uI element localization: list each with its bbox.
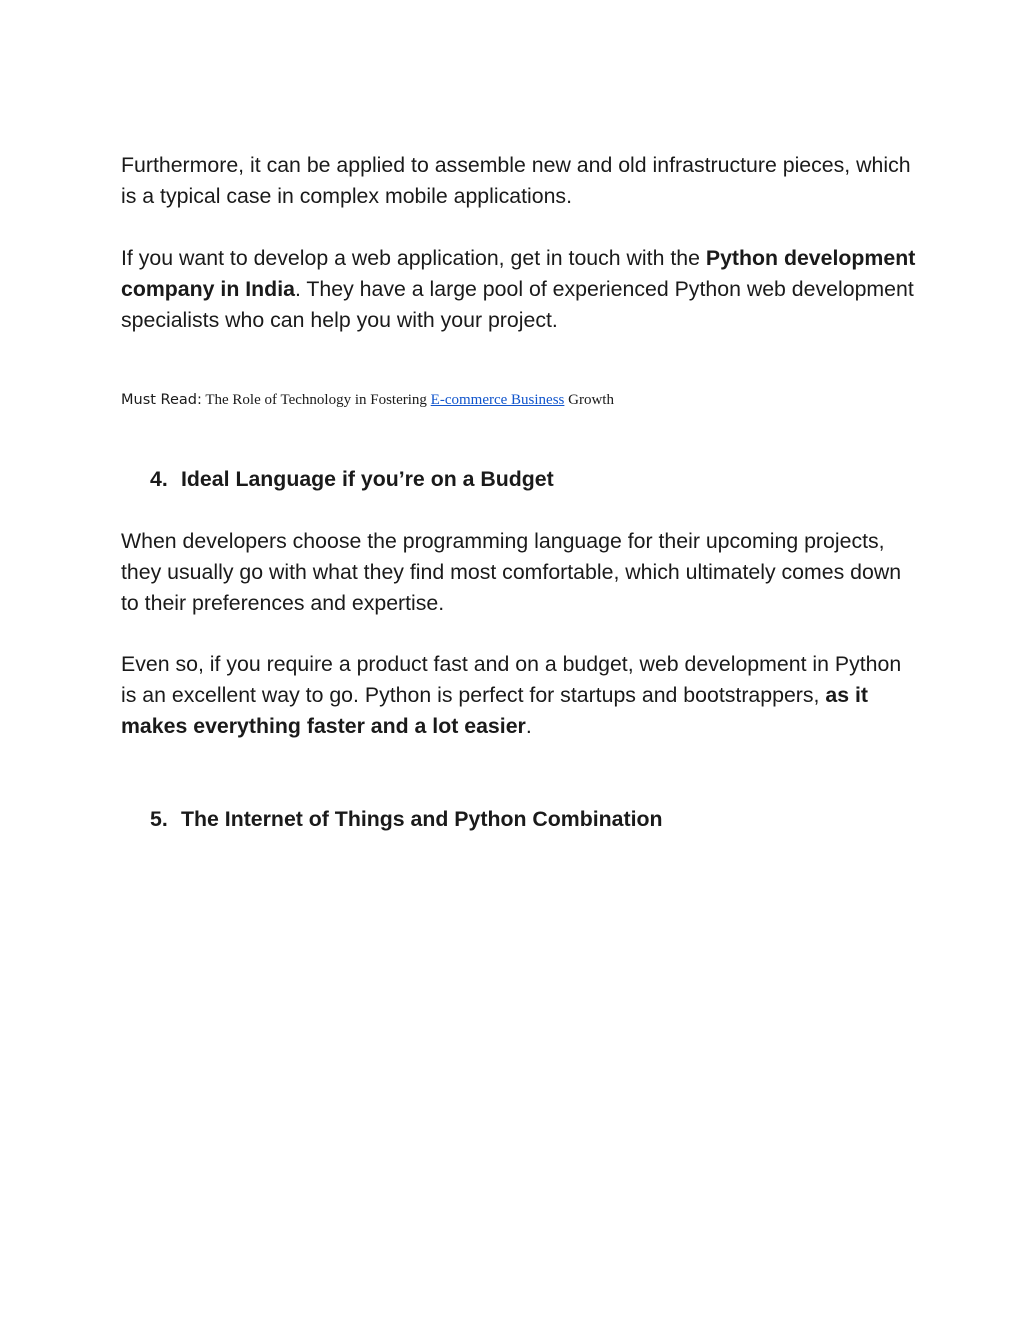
paragraph-developers-choice <box>121 526 921 619</box>
ecommerce-business-link[interactable]: E-commerce Business <box>430 392 565 408</box>
paragraph-text: When developers choose the programming language for their upcoming projects, they usually go with what they find most comfortable, which ultimately comes down to their preferences and expertise. <box>121 529 902 615</box>
paragraph-text: If you want to develop a web application, get in touch with the <box>121 246 706 270</box>
paragraph-infrastructure <box>121 150 921 212</box>
paragraph-text: Furthermore, it can be applied to assemble new and old infrastructure pieces, which is a typical case in complex mobile applications. <box>121 153 911 208</box>
must-read-text: The Role of Technology in Fostering <box>201 392 431 408</box>
heading-title: The Internet of Things and Python Combination <box>181 807 663 831</box>
paragraph-python-company <box>121 243 921 336</box>
bold-phrase: Python development company in India <box>121 246 916 301</box>
paragraph-text: . <box>525 714 532 738</box>
section-heading-4 <box>150 464 554 495</box>
heading-number: 5. <box>150 807 168 831</box>
paragraph-budget <box>121 649 921 742</box>
must-read-text: Growth <box>564 392 614 408</box>
heading-title: Ideal Language if you’re on a Budget <box>181 467 554 491</box>
bold-phrase: as it makes everything faster and a lot easier <box>121 683 868 738</box>
section-heading-5 <box>150 804 663 835</box>
must-read-line <box>121 389 614 411</box>
must-read-label: Must Read: <box>121 392 202 408</box>
paragraph-text: Even so, if you require a product fast and on a budget, web development in Python is an excellent way to go. Python is perfect for startups and bootstrappers, <box>121 652 902 707</box>
paragraph-text: . They have a large pool of experienced Python web development specialists who can help you with your project. <box>121 277 914 332</box>
heading-number: 4. <box>150 467 168 491</box>
